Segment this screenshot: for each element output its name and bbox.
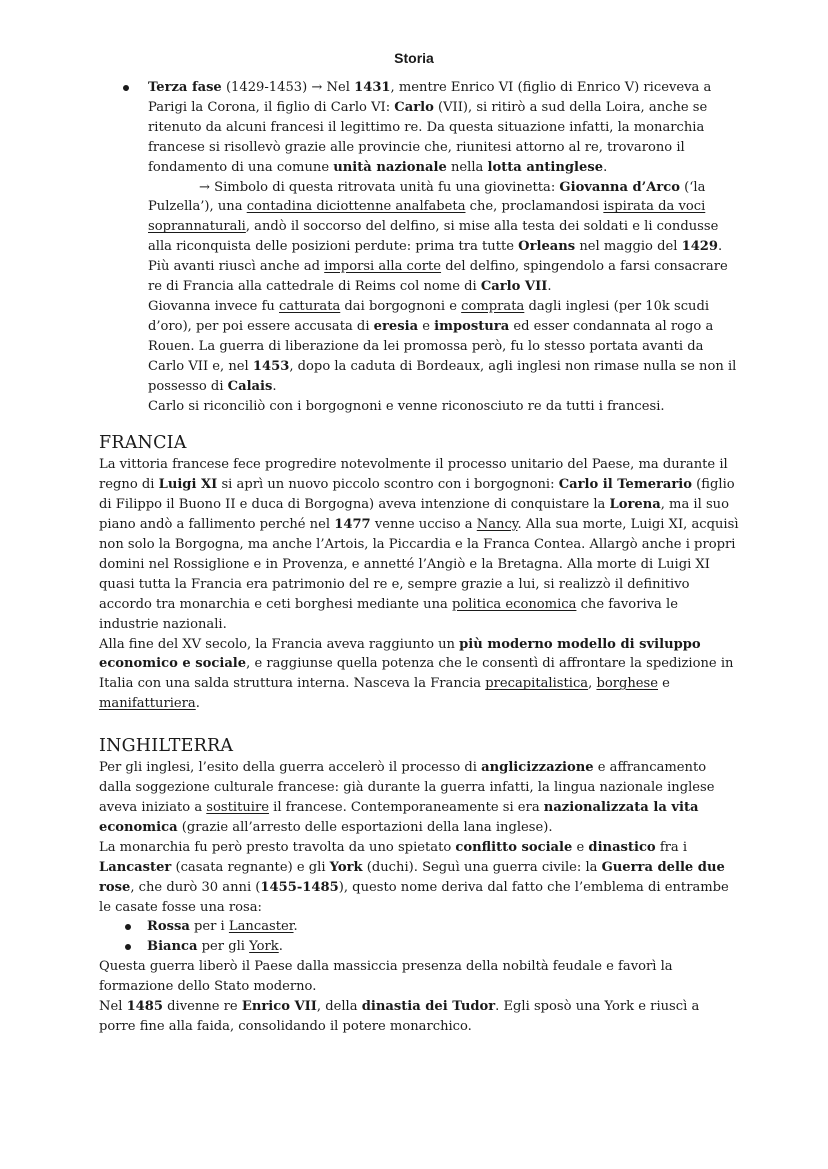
paragraph [99, 635, 739, 715]
bold-text: nazionalizzata la vita economica [99, 800, 699, 835]
text-run: . [293, 919, 298, 935]
text-run: per gli [197, 939, 250, 955]
underlined-text: borghese [596, 676, 659, 692]
text-run: dai borgognoni e [340, 298, 462, 314]
bold-text: Terza fase [148, 80, 222, 95]
section-heading-inghilterra: INGHILTERRA [99, 736, 234, 757]
text-run: , e raggiunse quella potenza che le consentì di affrontare la spedizione in Italia con una salda struttura interna. Nasceva la Francia [99, 656, 734, 692]
text-run: nel maggio del [575, 239, 682, 255]
text-run: (figlio di Filippo il Buono II e duca di Borgogna) aveva intenzione di conquistare la [99, 477, 735, 513]
bold-text: dinastico [588, 839, 656, 855]
bold-text: Carlo VII [480, 279, 548, 295]
text-run: → Simbolo di questa ritrovata unità fu una giovinetta: [199, 179, 560, 195]
bold-text: 1455-1485 [260, 879, 339, 895]
text-run: , che durò 30 anni ( [130, 879, 261, 895]
text-run: fra i [655, 839, 688, 855]
bold-text: più moderno modello di sviluppo economico e sociale [99, 636, 701, 672]
underlined-text: precapitalistica [485, 676, 589, 692]
text-run: Alla fine del XV secolo, la Francia aveva raggiunto un [99, 636, 460, 652]
bullet-dot [123, 85, 129, 91]
bold-text: Orleans [518, 239, 576, 255]
underlined-text: ispirata da voci soprannaturali [148, 199, 706, 235]
text-run: La monarchia fu però presto travolta da uno spietato [99, 839, 456, 855]
bold-text: Calais [227, 378, 273, 394]
text-run: nella [446, 159, 488, 175]
bold-text: 1485 [126, 999, 164, 1015]
text-run: Questa guerra liberò il Paese dalla massiccia presenza della nobiltà feudale e favorì la formazione dello Stato moderno. [99, 959, 673, 995]
bullet-terza-fase [99, 78, 739, 178]
text-run: , ma il suo piano andò a fallimento perché nel [99, 497, 730, 533]
bold-text: Lorena [609, 497, 661, 513]
bold-text: Bianca [147, 939, 198, 955]
text-run: (1429-1453) → Nel [221, 80, 355, 95]
underlined-text: York [249, 939, 279, 955]
bold-text: Rossa [147, 919, 190, 935]
text-run: . [547, 279, 552, 295]
bullet-dot [125, 944, 131, 950]
bold-text: Carlo [394, 99, 434, 115]
text-run: ), questo nome deriva dal fatto che l’emblema di entrambe le casate fosse una rosa: [99, 879, 729, 915]
underlined-text: manifatturiera [99, 696, 196, 712]
text-run: . Più avanti riuscì anche ad [148, 239, 723, 275]
paragraph [99, 838, 739, 918]
text-run: si aprì un nuovo piccolo scontro con i borgognoni: [217, 477, 559, 493]
text-run: . [603, 159, 608, 175]
bold-text: Carlo il Temerario [558, 477, 693, 493]
list-item-bianca [99, 937, 739, 957]
text-run: , dopo la caduta di Bordeaux, agli inglesi non rimase nulla se non il possesso di [148, 358, 737, 394]
underlined-text: politica economica [452, 596, 577, 612]
text-run: . [272, 378, 277, 394]
text-run: . Alla sua morte, Luigi XI, acquisì non solo la Borgogna, ma anche l’Artois, la Piccardia e la Franca Contea. Allargò anche i propri domini nel Rossiglione e in Provenza, e annetté l’Angiò e la Bretagna. Alla morte di Luigi XI quasi tutta la Francia era patrimonio del re e, sempre grazie a lui, si realizzò il definitivo accordo tra monarchia e ceti borghesi mediante una [99, 517, 739, 612]
bold-text: 1431 [354, 80, 391, 95]
text-run: e affrancamento dalla soggezione culturale francese: già durante la guerra infatti, la lingua nazionale inglese aveva iniziato a [99, 760, 715, 815]
document-body [99, 78, 739, 1037]
bold-text: unità nazionale [333, 159, 447, 175]
text-run: . [278, 939, 283, 955]
list-item-text [147, 937, 739, 957]
text-run: venne ucciso a [370, 517, 477, 533]
paragraph [99, 758, 739, 838]
paragraph [148, 78, 739, 178]
paragraph-giovanna [99, 178, 739, 297]
text-run: il francese. Contemporaneamente si era [268, 800, 544, 815]
text-run: . [195, 696, 200, 712]
text-run: (VII), si ritirò a sud della Loira, anche se ritenuto da alcuni francesi il legittimo re. Da questa situazione infatti, la monarchia francese si risollevò grazie alle provincie che, riunitesi attorno al re, trovarono il fondamento di una comune [148, 99, 708, 175]
text-run: che favoriva le industrie nazionali. [99, 596, 678, 632]
text-run: Per gli inglesi, l’esito della guerra accelerò il processo di [99, 760, 482, 776]
text-run: del delfino, spingendolo a farsi consacrare re di Francia alla cattedrale di Reims col nome di [148, 259, 728, 295]
text-run: La vittoria francese fece progredire notevolmente il processo unitario del Paese, ma durante il regno di [99, 457, 728, 493]
text-run: (duchi). Seguì una guerra civile: la [362, 859, 602, 875]
text-run: Giovanna invece fu [148, 298, 280, 314]
text-run: divenne re [163, 999, 242, 1015]
paragraph [99, 397, 739, 417]
bullet-dot [125, 924, 131, 930]
text-run: e [418, 318, 435, 334]
text-run: . Egli sposò una York e riuscì a porre fine alla faida, consolidando il potere monarchico. [99, 999, 700, 1034]
section-heading-francia: FRANCIA [99, 433, 187, 454]
text-run: Nel [99, 999, 127, 1015]
bold-text: anglicizzazione [481, 760, 594, 776]
text-run: (‘la Pulzella’), una [148, 179, 706, 215]
text-run: (casata regnante) e gli [171, 859, 330, 875]
text-run: , della [316, 999, 362, 1015]
paragraph [99, 957, 739, 997]
underlined-text: comprata [461, 298, 525, 314]
paragraph [99, 455, 739, 634]
text-run: (grazie all’arresto delle esportazioni della lana inglese). [177, 819, 553, 835]
page-title: Storia [394, 50, 434, 66]
bold-text: impostura [434, 318, 510, 334]
underlined-text: imporsi alla corte [324, 259, 442, 275]
underlined-text: sostituire [206, 800, 269, 815]
bold-text: 1453 [252, 358, 290, 374]
text-run: per i [189, 919, 229, 935]
underlined-text: Nancy [476, 517, 518, 533]
bold-text: York [329, 859, 363, 875]
underlined-text: catturata [279, 298, 341, 314]
bold-text: eresia [373, 318, 419, 334]
bold-text: Luigi XI [158, 477, 218, 493]
underlined-text: Lancaster [228, 919, 294, 935]
text-run: e [572, 839, 589, 855]
bold-text: lotta antinglese [487, 159, 604, 175]
list-item-rossa [99, 917, 739, 937]
paragraph [99, 297, 739, 397]
text-run: e [658, 676, 670, 692]
bold-text: Enrico VII [241, 999, 317, 1015]
bold-text: Lancaster [99, 859, 172, 875]
bold-text: Guerra delle due rose [99, 859, 725, 895]
text-run: , [588, 676, 597, 692]
bold-text: dinastia dei Tudor [361, 999, 496, 1015]
text-run: Carlo si riconciliò con i borgognoni e venne riconosciuto re da tutti i francesi. [148, 398, 665, 414]
bold-text: 1477 [334, 517, 371, 533]
bold-text: Giovanna d’Arco [559, 179, 680, 195]
text-run: ed esser condannata al rogo a Rouen. La guerra di liberazione da lei promossa però, fu lo stesso portata avanti da Carlo VII e, nel [148, 318, 714, 374]
bold-text: 1429 [681, 239, 719, 255]
text-run: , andò il soccorso del delfino, si mise alla testa dei soldati e li condusse alla riconquista delle posizioni perdute: prima tra tutte [148, 219, 719, 255]
text-run: dagli inglesi (per 10k scudi d’oro), per poi essere accusata di [148, 298, 710, 334]
paragraph [99, 997, 739, 1037]
underlined-text: contadina diciottenne analfabeta [246, 199, 466, 215]
bold-text: conflitto sociale [455, 839, 573, 855]
text-run: , mentre Enrico VI (figlio di Enrico V) riceveva a Parigi la Corona, il figlio di Carlo VI: [148, 80, 712, 115]
list-item-text [147, 917, 739, 937]
text-run: che, proclamandosi [465, 199, 604, 215]
